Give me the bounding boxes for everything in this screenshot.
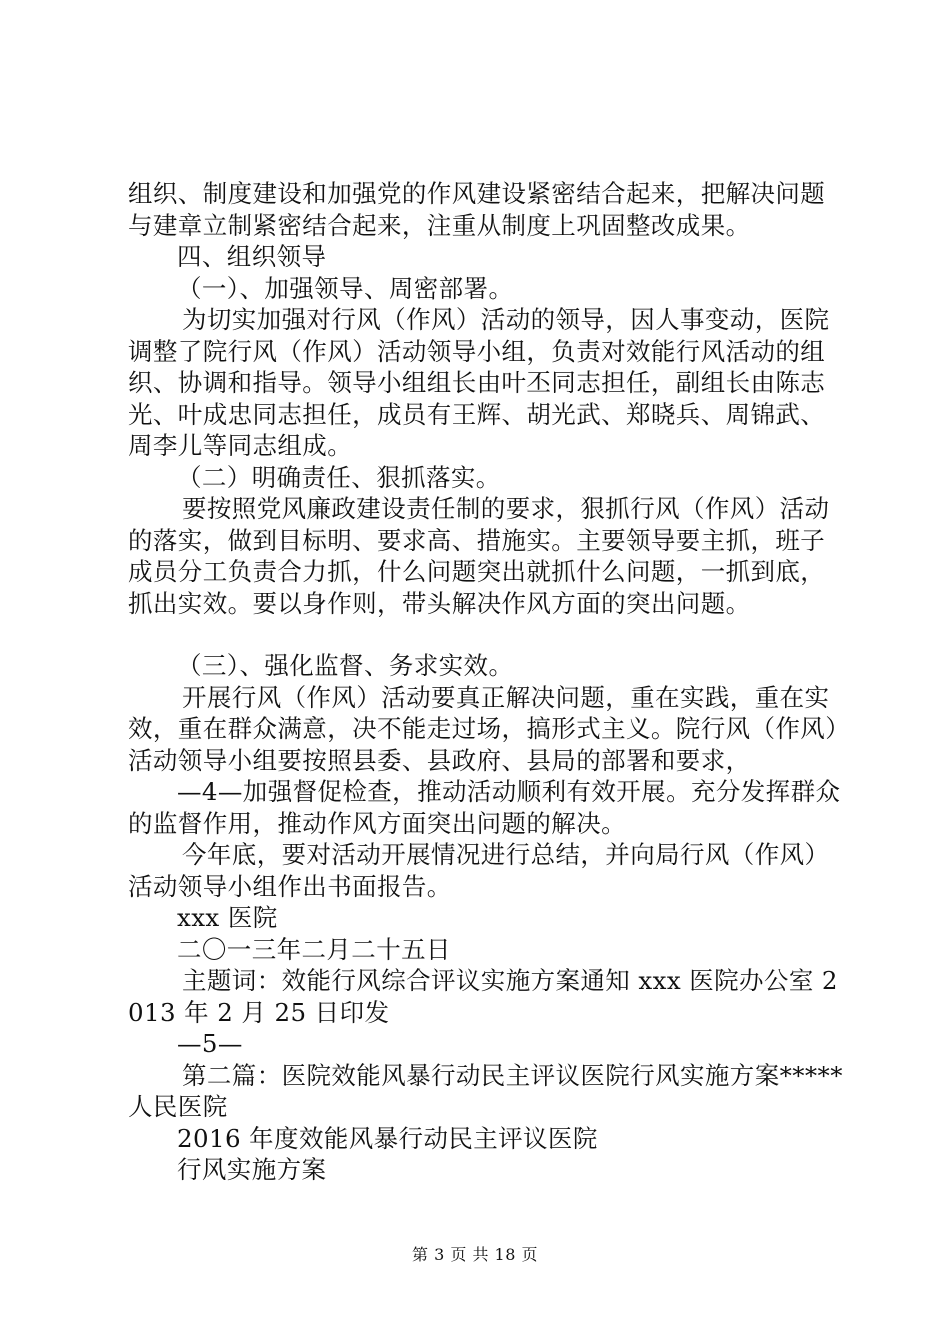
second-article-title: 第二篇：医院效能风暴行动民主评议医院行风实施方案*****人民医院 [128,1060,843,1121]
paragraph-leadership-group: 为切实加强对行风（作风）活动的领导，因人事变动，医院调整了院行风（作风）活动领导小组，负责对效能行风活动的组织、协调和指导。领导小组组长由叶丕同志担任，副组长由陈志光、叶成忠同志担任，成员有王辉、胡光武、郑晓兵、周锦武、周李儿等同志组成。 [128,305,830,460]
paragraph-inspection: —4—加强督促检查，推动活动顺利有效开展。充分发挥群众的监督作用，推动作风方面突出问题的解决。 [128,777,841,838]
page-marker-5: —5— [177,1029,243,1058]
paragraph-supervision: 开展行风（作风）活动要真正解决问题，重在实践，重在实效，重在群众满意，决不能走过场，搞形式主义。院行风（作风）活动领导小组要按照县委、县政府、县局的部署和要求， [128,682,838,775]
subheading-3: （三）、强化监督、务求实效。 [177,651,514,680]
paragraph-continuation: 组织、制度建设和加强党的作风建设紧密结合起来，把解决问题与建章立制紧密结合起来，注重从制度上巩固整改成果。 [128,179,826,240]
document-body [128,178,848,1186]
paragraph-year-end-report: 今年底，要对活动开展情况进行总结，并向局行风（作风）活动领导小组作出书面报告。 [128,840,830,901]
section-heading-organization: 四、组织领导 [177,242,327,271]
second-article-year-line: 2016 年度效能风暴行动民主评议医院 [177,1123,598,1153]
subheading-2: （二）明确责任、狠抓落实。 [177,462,501,492]
second-article-plan-line: 行风实施方案 [177,1155,327,1184]
subject-keywords: 主题词：效能行风综合评议实施方案通知 xxx 医院办公室 2013 年 2 月 25 日印发 [128,966,838,1027]
signature-hospital: xxx 医院 [177,903,278,932]
subheading-1: （一）、加强领导、周密部署。 [177,273,514,303]
paragraph-responsibility: 要按照党风廉政建设责任制的要求，狠抓行风（作风）活动的落实，做到目标明、要求高、措施实。主要领导要主抓，班子成员分工负责合力抓，什么问题突出就抓什么问题，一抓到底，抓出实效。要以身作则，带头解决作风方面的突出问题。 [128,494,830,618]
signature-date: 二〇一三年二月二十五日 [177,934,451,964]
page-footer: 第 3 页 共 18 页 [412,1245,538,1264]
